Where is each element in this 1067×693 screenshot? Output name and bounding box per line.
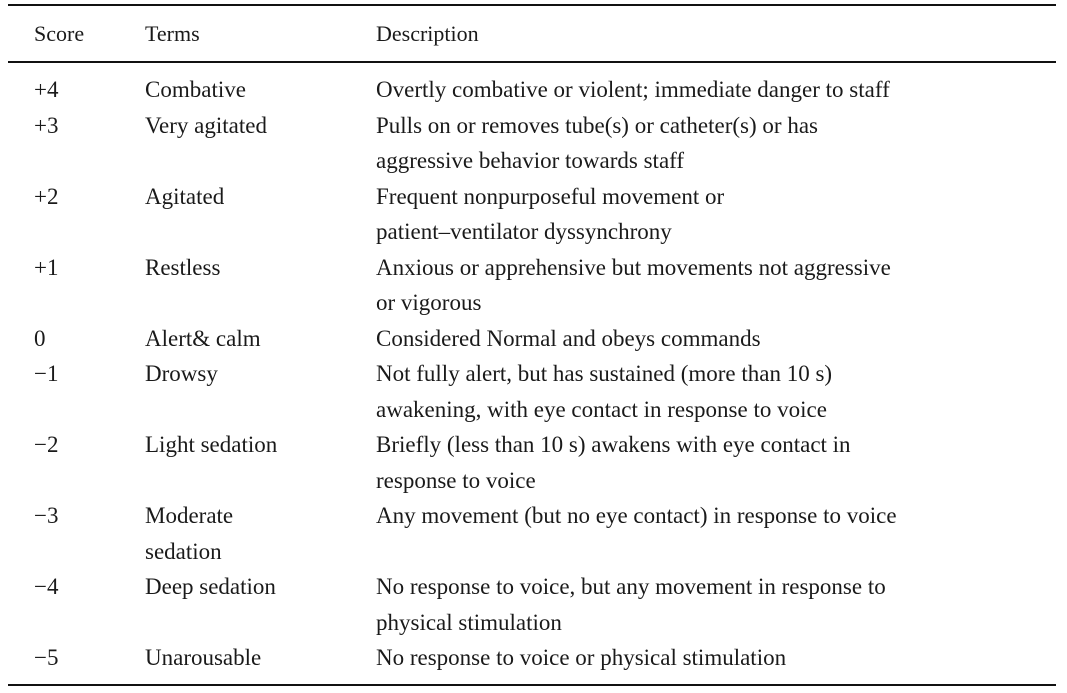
description-line: patient–ventilator dyssynchrony bbox=[376, 219, 672, 244]
score-cell: −5 bbox=[34, 645, 59, 670]
terms-line: Restless bbox=[145, 254, 221, 280]
terms-cell bbox=[145, 498, 376, 569]
description-cell bbox=[376, 427, 1056, 498]
table-row bbox=[8, 179, 1056, 250]
terms-line: Very agitated bbox=[145, 112, 267, 138]
description-line: Considered Normal and obeys commands bbox=[376, 325, 761, 351]
score-cell: −1 bbox=[34, 361, 59, 386]
table-row bbox=[8, 569, 1056, 640]
terms-line: Deep sedation bbox=[145, 574, 276, 599]
description-line: No response to voice, but any movement in response to bbox=[376, 574, 886, 599]
score-cell: +3 bbox=[34, 112, 59, 138]
description-cell bbox=[376, 498, 1056, 569]
description-cell bbox=[376, 321, 1056, 357]
terms-cell bbox=[145, 108, 376, 179]
description-cell bbox=[376, 72, 1056, 108]
terms-cell bbox=[145, 250, 376, 321]
header-terms: Terms bbox=[145, 20, 200, 46]
score-cell: +1 bbox=[34, 254, 59, 280]
terms-line: sedation bbox=[145, 538, 222, 564]
table-row bbox=[8, 72, 1056, 108]
score-cell: 0 bbox=[34, 325, 46, 351]
table-row bbox=[8, 640, 1056, 676]
score-cell: −2 bbox=[34, 432, 59, 457]
terms-cell bbox=[145, 72, 376, 108]
description-line: No response to voice or physical stimulation bbox=[376, 645, 787, 670]
score-cell: −4 bbox=[34, 574, 59, 599]
description-line: aggressive behavior towards staff bbox=[376, 148, 685, 173]
bottom-rule bbox=[8, 684, 1056, 686]
table-row bbox=[8, 321, 1056, 357]
description-line: Any movement (but no eye contact) in response to voice bbox=[376, 503, 897, 528]
terms-cell bbox=[145, 179, 376, 250]
table-row bbox=[8, 250, 1056, 321]
table-row bbox=[8, 356, 1056, 427]
table-header bbox=[8, 6, 1056, 61]
terms-cell bbox=[145, 640, 376, 676]
table-row bbox=[8, 498, 1056, 569]
header-description: Description bbox=[376, 20, 479, 46]
table-body bbox=[8, 63, 1056, 684]
description-cell bbox=[376, 640, 1056, 676]
sedation-scale-table bbox=[8, 4, 1056, 686]
terms-cell bbox=[145, 569, 376, 640]
terms-cell bbox=[145, 356, 376, 427]
terms-line: Moderate bbox=[145, 503, 234, 528]
terms-line: Unarousable bbox=[145, 645, 262, 670]
terms-cell bbox=[145, 427, 376, 498]
terms-line: Agitated bbox=[145, 183, 225, 209]
table-row bbox=[8, 427, 1056, 498]
description-line: Pulls on or removes tube(s) or catheter(s) or has bbox=[376, 112, 818, 138]
terms-line: Drowsy bbox=[145, 361, 218, 386]
description-line: Briefly (less than 10 s) awakens with eye contact in bbox=[376, 432, 851, 457]
description-line: Overtly combative or violent; immediate danger to staff bbox=[376, 77, 890, 102]
score-cell: −3 bbox=[34, 503, 59, 528]
header-score: Score bbox=[34, 20, 85, 46]
description-line: Anxious or apprehensive but movements not aggressive bbox=[376, 254, 891, 280]
description-line: or vigorous bbox=[376, 290, 482, 315]
description-line: response to voice bbox=[376, 467, 536, 493]
description-line: awakening, with eye contact in response to voice bbox=[376, 396, 827, 422]
score-cell: +2 bbox=[34, 183, 59, 209]
score-cell: +4 bbox=[34, 77, 59, 102]
description-line: Frequent nonpurposeful movement or bbox=[376, 183, 725, 209]
description-cell bbox=[376, 569, 1056, 640]
table-row bbox=[8, 108, 1056, 179]
description-cell bbox=[376, 250, 1056, 321]
description-cell bbox=[376, 108, 1056, 179]
description-cell bbox=[376, 179, 1056, 250]
terms-cell bbox=[145, 321, 376, 357]
terms-line: Alert& calm bbox=[145, 325, 261, 351]
description-line: Not fully alert, but has sustained (more than 10 s) bbox=[376, 361, 833, 386]
description-cell bbox=[376, 356, 1056, 427]
terms-line: Combative bbox=[145, 77, 246, 102]
terms-line: Light sedation bbox=[145, 432, 278, 457]
description-line: physical stimulation bbox=[376, 609, 562, 635]
